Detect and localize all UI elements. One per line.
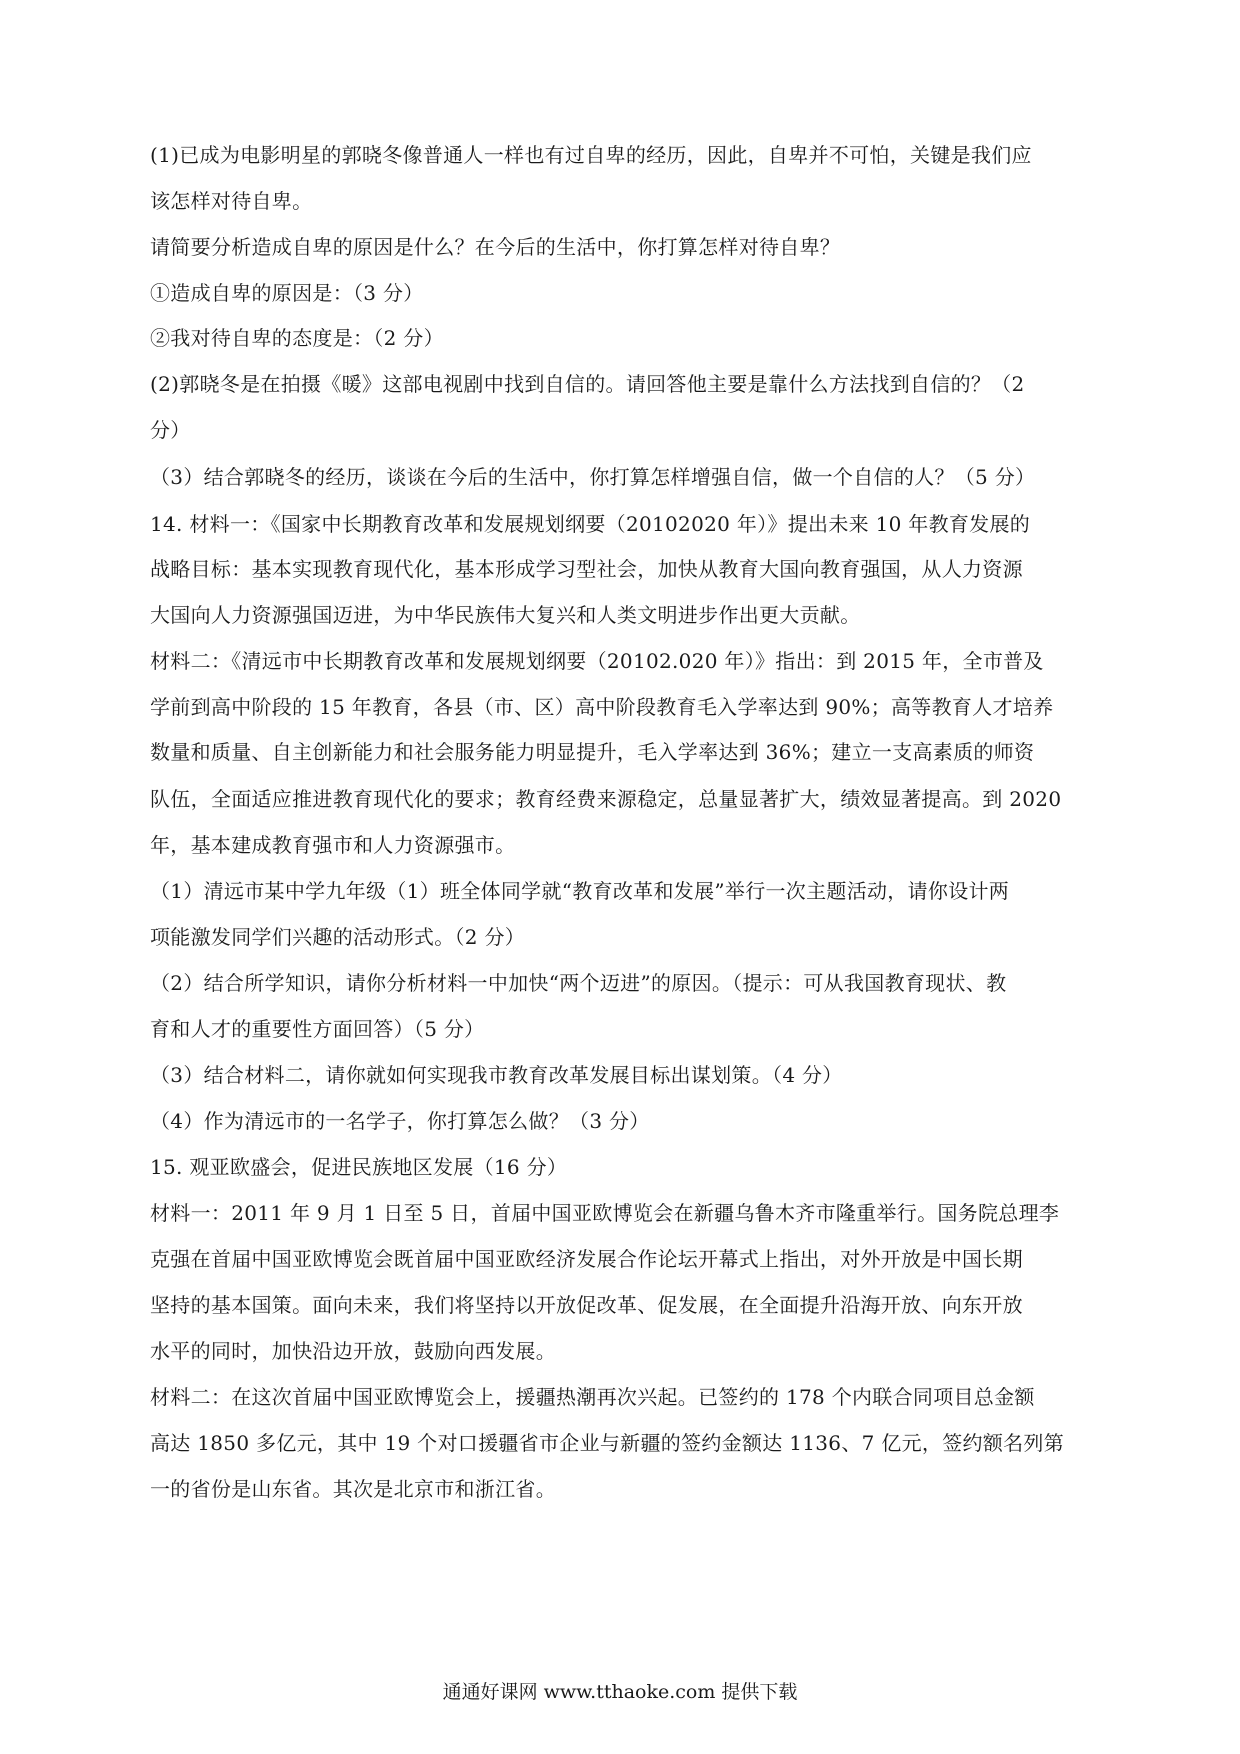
text-line: ②我对待自卑的态度是：（2 分） xyxy=(150,326,444,350)
text-line: 克强在首届中国亚欧博览会既首届中国亚欧经济发展合作论坛开幕式上指出，对外开放是中国长期 xyxy=(150,1247,1023,1271)
text-line: 育和人才的重要性方面回答）（5 分） xyxy=(150,1017,485,1041)
text-line: （4）作为清远市的一名学子，你打算怎么做？（3 分） xyxy=(150,1109,650,1133)
text-line: 学前到高中阶段的 15 年教育，各县（市、区）高中阶段教育毛入学率达到 90%；高等教育人才培养 xyxy=(150,695,1054,719)
text-line: (1)已成为电影明星的郭晓冬像普通人一样也有过自卑的经历，因此，自卑并不可怕，关键是我们应 xyxy=(150,143,1032,167)
text-line: 战略目标：基本实现教育现代化，基本形成学习型社会，加快从教育大国向教育强国，从人力资源 xyxy=(150,557,1023,581)
text-line: 队伍，全面适应推进教育现代化的要求；教育经费来源稳定，总量显著扩大，绩效显著提高。到 2020 xyxy=(150,787,1062,811)
text-line: 坚持的基本国策。面向未来，我们将坚持以开放促改革、促发展，在全面提升沿海开放、向东开放 xyxy=(150,1293,1023,1317)
text-line: ①造成自卑的原因是：（3 分） xyxy=(150,281,424,305)
text-line: （1）清远市某中学九年级（1）班全体同学就“教育改革和发展”举行一次主题活动，请你设计两 xyxy=(150,879,1010,903)
text-line: （3）结合材料二，请你就如何实现我市教育改革发展目标出谋划策。（4 分） xyxy=(150,1063,843,1087)
text-line: 水平的同时，加快沿边开放，鼓励向西发展。 xyxy=(150,1339,556,1363)
text-line: 项能激发同学们兴趣的活动形式。（2 分） xyxy=(150,925,526,949)
text-line: 请简要分析造成自卑的原因是什么？在今后的生活中，你打算怎样对待自卑？ xyxy=(150,235,841,259)
text-line: 年，基本建成教育强市和人力资源强市。 xyxy=(150,833,516,857)
text-line: 大国向人力资源强国迈进，为中华民族伟大复兴和人类文明进步作出更大贡献。 xyxy=(150,603,861,627)
text-line: 高达 1850 多亿元，其中 19 个对口援疆省市企业与新疆的签约金额达 1136、7 亿元，签约额名列第 xyxy=(150,1431,1065,1455)
text-line: 14. 材料一：《国家中长期教育改革和发展规划纲要（20102020 年）》提出未来 10 年教育发展的 xyxy=(150,512,1031,536)
text-line: 材料一：2011 年 9 月 1 日至 5 日，首届中国亚欧博览会在新疆乌鲁木齐市隆重举行。国务院总理李 xyxy=(150,1201,1060,1225)
text-line: 分） xyxy=(150,418,191,442)
text-line: 材料二：在这次首届中国亚欧博览会上，援疆热潮再次兴起。已签约的 178 个内联合同项目总金额 xyxy=(150,1385,1035,1409)
text-line: 一的省份是山东省。其次是北京市和浙江省。 xyxy=(150,1477,556,1501)
text-line: (2)郭晓冬是在拍摄《暖》这部电视剧中找到自信的。请回答他主要是靠什么方法找到自信的？（2 xyxy=(150,372,1025,396)
text-line: 数量和质量、自主创新能力和社会服务能力明显提升，毛入学率达到 36%；建立一支高素质的师资 xyxy=(150,740,1035,764)
text-line: 该怎样对待自卑。 xyxy=(150,189,313,213)
text-line: 15. 观亚欧盛会，促进民族地区发展（16 分） xyxy=(150,1155,568,1179)
text-line: （2）结合所学知识，请你分析材料一中加快“两个迈进”的原因。（提示：可从我国教育现状、教 xyxy=(150,971,1007,995)
text-line: 材料二：《清远市中长期教育改革和发展规划纲要（20102.020 年）》指出：到 2015 年，全市普及 xyxy=(150,649,1044,673)
page-footer: 通通好课网 www.tthaoke.com 提供下载 xyxy=(442,1681,798,1703)
text-line: （3）结合郭晓冬的经历，谈谈在今后的生活中，你打算怎样增强自信，做一个自信的人？（5 分） xyxy=(150,465,1036,489)
